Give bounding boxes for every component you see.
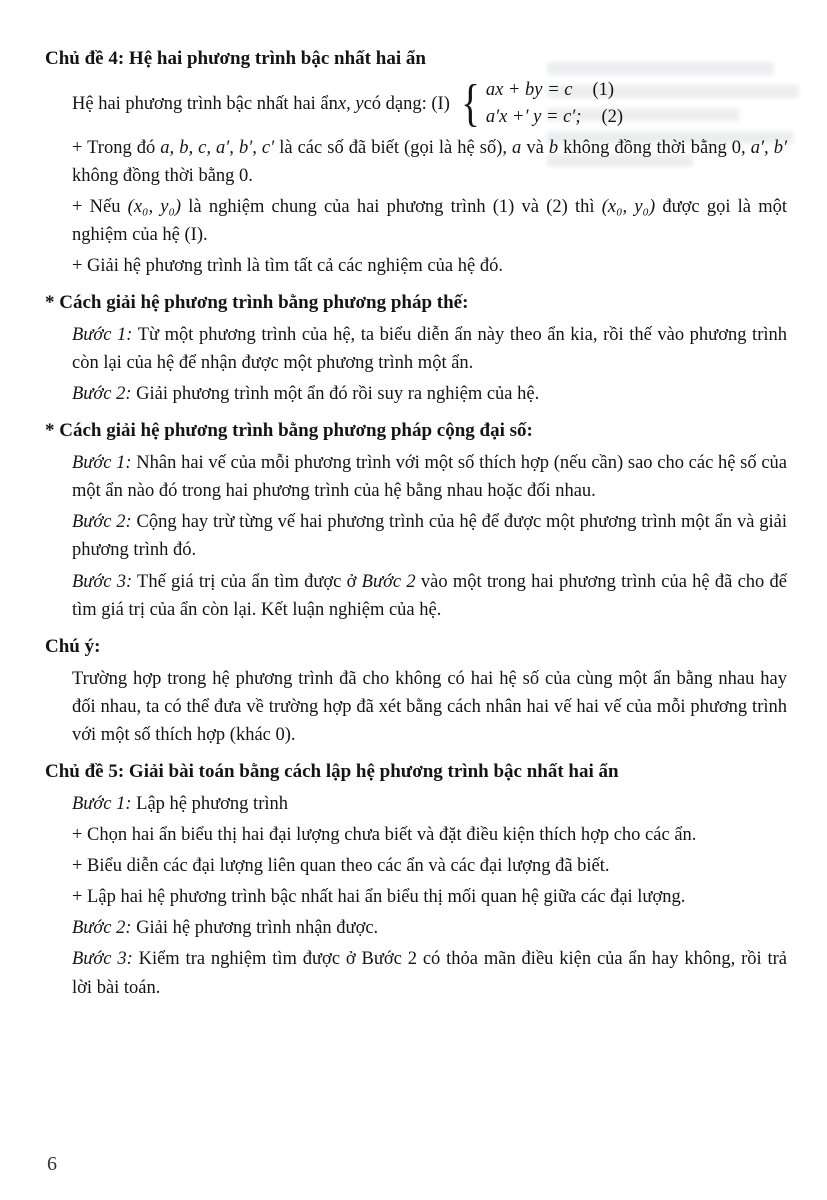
page-number: 6 <box>47 1153 57 1175</box>
text-segment: Chủ đề 5: Giải bài toán bằng cách lập hệ phương trình bậc nhất hai ẩn <box>45 760 619 782</box>
text-segment: không đồng thời bằng 0. <box>72 165 253 186</box>
text-segment: được gọi là một nghiệm của hệ (I). <box>72 196 787 245</box>
text-segment: Giải phương trình một ẩn đó rồi suy ra nghiệm của hệ. <box>131 384 540 405</box>
system-brace: { <box>460 74 480 132</box>
text-segment: Bước 2 <box>361 571 416 592</box>
text-segment: Hệ hai phương trình bậc nhất hai ẩn <box>72 93 338 114</box>
text-segment: có dạng: (I) <box>363 93 450 114</box>
text-segment: (x₀, y₀) <box>601 196 656 217</box>
text-segment: a <box>512 137 522 158</box>
paragraph <box>72 380 787 408</box>
paragraph <box>72 449 787 505</box>
text-segment: b <box>548 137 559 158</box>
text-segment: (x₀, y₀) <box>127 196 182 217</box>
section-heading <box>45 633 787 662</box>
text-segment: + Trong đó <box>72 137 161 158</box>
paragraph <box>72 193 787 249</box>
paragraph <box>72 134 787 190</box>
text-segment: Từ một phương trình của hệ, ta biểu diễn ẩn này theo ẩn kia, rồi thế vào phương trình còn lại của hệ để nhận được một phương trình một ẩn. <box>72 324 787 374</box>
equation-line <box>486 77 623 104</box>
text-segment: * Cách giải hệ phương trình bằng phương pháp cộng đại số: <box>45 420 533 442</box>
equations <box>486 77 623 131</box>
document-content <box>45 36 787 1005</box>
text-segment: Nhân hai vế của mỗi phương trình với một số thích hợp (nếu cần) sao cho các hệ số của một ẩn nào đó trong hai phương trình của hệ bằng nhau hoặc đối nhau. <box>72 453 787 502</box>
text-segment: Cộng hay trừ từng vế hai phương trình của hệ để được một phương trình một ẩn và giải phương trình đó. <box>72 512 787 561</box>
text-segment: Chú ý: <box>45 635 101 657</box>
equation-system-block <box>72 74 787 132</box>
text-segment: * Cách giải hệ phương trình bằng phương pháp thế: <box>45 292 469 314</box>
text-segment: a, b, c, a′, b′, c′ <box>160 137 275 158</box>
text-segment: + Nếu <box>72 196 128 217</box>
paragraph <box>72 321 787 377</box>
paragraph <box>72 508 787 564</box>
text-segment: Thế giá trị của ẩn tìm được ở <box>132 571 362 592</box>
text-segment: + Giải hệ phương trình là tìm tất cả các nghiệm của hệ đó. <box>72 255 503 276</box>
text-segment: Giải hệ phương trình nhận được. <box>131 918 379 939</box>
paragraph <box>72 852 787 880</box>
section-heading <box>45 758 787 787</box>
paragraph <box>72 665 787 749</box>
section-heading <box>45 289 787 318</box>
text-segment: Lập hệ phương trình <box>131 793 288 814</box>
paragraph <box>72 252 787 280</box>
text-segment: + Lập hai hệ phương trình bậc nhất hai ẩn biểu thị mối quan hệ giữa các đại lượng. <box>72 887 686 908</box>
section-heading <box>45 417 787 446</box>
text-segment: vào một trong hai phương trình của hệ đã cho để tìm giá trị của ẩn còn lại. Kết luận nghiệm của hệ. <box>72 571 788 620</box>
paragraph <box>72 568 787 624</box>
text-segment: Trường hợp trong hệ phương trình đã cho không có hai hệ số của cùng một ẩn bằng nhau hay đối nhau, ta có thể đưa về trường hợp đã xét bằng cách nhân hai vế hai vế của mỗi phương trình với một số thích hợp (khác 0). <box>72 668 787 745</box>
text-segment: không đồng thời bằng 0, <box>558 137 751 158</box>
paragraph <box>72 914 787 942</box>
equation-expression: a′x +′ y = c′; <box>485 106 582 127</box>
equation-expression: ax + by = c <box>485 79 573 100</box>
paragraph <box>72 883 787 911</box>
text-segment: + Biểu diễn các đại lượng liên quan theo các ẩn và các đại lượng đã biết. <box>72 856 610 877</box>
text-segment: là nghiệm chung của hai phương trình (1) và (2) thì <box>181 196 602 217</box>
text-segment: Bước 2: <box>72 918 132 939</box>
text-segment: Bước 1: <box>72 453 132 474</box>
text-segment: Bước 1: <box>72 793 132 814</box>
paragraph <box>72 821 787 849</box>
text-segment: x, y <box>337 93 364 114</box>
text-segment: Chủ đề 4: Hệ hai phương trình bậc nhất hai ẩn <box>45 48 426 69</box>
text-segment: + Chọn hai ẩn biểu thị hai đại lượng chưa biết và đặt điều kiện thích hợp cho các ẩn. <box>72 824 697 845</box>
text-segment: a′, b′ <box>750 137 787 158</box>
paragraph <box>72 790 787 818</box>
section-heading <box>45 45 787 74</box>
text-segment: Bước 3: <box>72 571 133 592</box>
text-segment: Bước 1: <box>72 324 133 345</box>
text-segment: Kiểm tra nghiệm tìm được ở Bước 2 có thỏa mãn điều kiện của ẩn hay không, rồi trả lời bài toán. <box>72 949 788 998</box>
text-segment: là các số đã biết (gọi là hệ số), <box>274 137 513 158</box>
text-segment: Bước 3: <box>72 949 133 970</box>
equation-line <box>486 104 623 131</box>
paragraph <box>72 945 787 1001</box>
equation-number: (1) <box>592 79 615 100</box>
text-segment: và <box>521 137 549 158</box>
equation-number: (2) <box>601 106 624 127</box>
text-segment: Bước 2: <box>72 384 132 405</box>
text-segment: Bước 2: <box>72 512 132 533</box>
